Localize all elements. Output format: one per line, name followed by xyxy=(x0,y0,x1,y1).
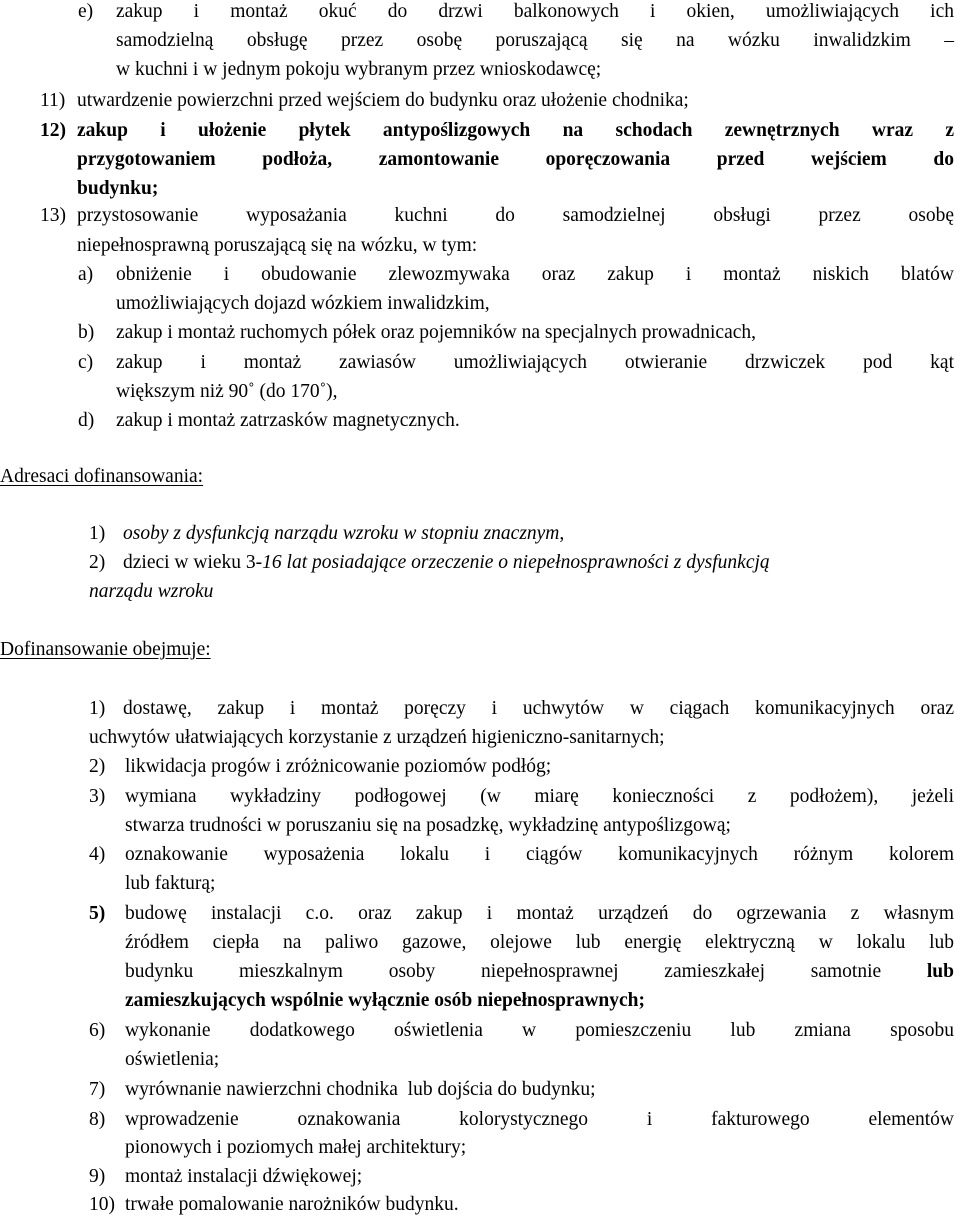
item-text: zakup i ułożenie płytek antypoślizgowych na schodach zewnętrznych wraz z xyxy=(77,120,954,141)
list-item-e xyxy=(0,0,960,27)
dofin-item-4-cont xyxy=(0,869,960,899)
sub-item-a-cont xyxy=(0,289,960,319)
dofin-item-1 xyxy=(0,694,960,724)
dofin-item-3-cont xyxy=(0,811,960,841)
item-text: trwałe pomalowanie narożników budynku. xyxy=(125,1194,459,1215)
item-text: oznakowanie wyposażenia lokalu i ciągów komunikacyjnych różnym kolorem xyxy=(125,844,954,865)
item-label: c) xyxy=(78,352,94,373)
item-text: pionowych i poziomych małej architektury; xyxy=(125,1137,467,1158)
item-text: samodzielną obsługę przez osobę poruszającą się na wózku inwalidzkim – xyxy=(116,30,954,51)
list-item-e-cont xyxy=(0,55,960,85)
item-text: przystosowanie wyposażania kuchni do samodzielnej obsługi przez osobę xyxy=(77,205,954,226)
dofin-item-4 xyxy=(0,840,960,870)
item-text: wprowadzenie oznakowania kolorystycznego i fakturowego elementów xyxy=(125,1109,954,1130)
list-item-13 xyxy=(0,201,960,231)
item-text: wymiana wykładziny podłogowej (w miarę konieczności z podłożem), jeżeli xyxy=(125,786,954,807)
item-text: przygotowaniem podłoża, zamontowanie oporęczowania przed wejściem do xyxy=(77,149,954,170)
list-item-12 xyxy=(0,116,960,146)
sub-item-d xyxy=(0,406,960,436)
item-text: źródłem ciepła na paliwo gazowe, olejowe lub energię elektryczną w lokalu lub xyxy=(125,932,954,953)
sub-item-a xyxy=(0,260,960,290)
item-label: 5) xyxy=(89,903,106,924)
sub-item-b xyxy=(0,318,960,348)
dofin-item-5-cont xyxy=(0,928,960,958)
item-text: umożliwiających dojazd wózkiem inwalidzkim, xyxy=(116,293,490,314)
adresaci-item-1 xyxy=(0,519,960,549)
item-text xyxy=(125,957,954,987)
item-text: utwardzenie powierzchni przed wejściem do budynku oraz ułożenie chodnika; xyxy=(77,90,689,111)
item-label: 4) xyxy=(89,844,106,865)
item-text: budynku; xyxy=(77,178,159,199)
dofin-item-6-cont xyxy=(0,1045,960,1075)
item-text: montaż instalacji dźwiękowej; xyxy=(125,1166,363,1187)
item-text: narządu wzroku xyxy=(89,581,214,602)
item-label: a) xyxy=(78,264,94,285)
item-label: 2) xyxy=(89,552,106,573)
dofin-item-10 xyxy=(0,1190,960,1220)
item-label: 10) xyxy=(89,1194,115,1215)
sub-item-c xyxy=(0,348,960,378)
dofin-item-6 xyxy=(0,1016,960,1046)
item-text: zakup i montaż ruchomych półek oraz pojemników na specjalnych prowadnicach, xyxy=(116,322,757,343)
adresaci-item-2-cont xyxy=(0,577,960,607)
item-label: 1) xyxy=(89,698,106,719)
item-text: budowę instalacji c.o. oraz zakup i montaż urządzeń do ogrzewania z własnym xyxy=(125,903,954,924)
item-text-bold: zamieszkujących wspólnie wyłącznie osób niepełnosprawnych; xyxy=(125,990,646,1011)
list-item-12-cont xyxy=(0,174,960,204)
item-text: niepełnosprawną poruszającą się na wózku, w tym: xyxy=(77,235,478,256)
item-label: b) xyxy=(78,322,95,343)
item-text xyxy=(123,548,770,578)
dofin-item-5 xyxy=(0,899,960,929)
item-text: większym niż 90˚ (do 170˚), xyxy=(116,381,338,402)
item-text: oświetlenia; xyxy=(125,1049,220,1070)
list-item-11 xyxy=(0,86,960,116)
item-label: 3) xyxy=(89,786,106,807)
dofin-item-9 xyxy=(0,1162,960,1192)
item-text: zakup i montaż zawiasów umożliwiających otwieranie drzwiczek pod kąt xyxy=(116,352,954,373)
dofin-item-3 xyxy=(0,782,960,812)
item-label: e) xyxy=(78,1,94,22)
dofin-item-8 xyxy=(0,1105,960,1135)
item-label: 13) xyxy=(40,205,66,226)
item-text: wykonanie dodatkowego oświetlenia w pomieszczeniu lub zmiana sposobu xyxy=(125,1020,954,1041)
list-item-13-cont xyxy=(0,231,960,261)
list-item-e-cont xyxy=(0,26,960,56)
item-label: 7) xyxy=(89,1079,106,1100)
dofin-item-5-cont xyxy=(0,957,960,987)
sub-item-c-cont xyxy=(0,377,960,407)
item-text: zakup i montaż okuć do drzwi balkonowych i okien, umożliwiających ich xyxy=(116,1,954,22)
item-label: 8) xyxy=(89,1109,106,1130)
item-text: wyrównanie nawierzchni chodnika lub dojścia do budynku; xyxy=(125,1079,596,1100)
list-item-12-cont xyxy=(0,145,960,175)
dofin-item-7 xyxy=(0,1075,960,1105)
item-label: 11) xyxy=(40,90,66,111)
item-text: osoby z dysfunkcją narządu wzroku w stopniu znacznym, xyxy=(123,523,565,544)
item-text: obniżenie i obudowanie zlewozmywaka oraz zakup i montaż niskich blatów xyxy=(116,264,954,285)
item-text: stwarza trudności w poruszaniu się na posadzkę, wykładzinę antypoślizgową; xyxy=(125,815,731,836)
item-text: zakup i montaż zatrzasków magnetycznych. xyxy=(116,410,460,431)
item-text: uchwytów ułatwiających korzystanie z urządzeń higieniczno-sanitarnych; xyxy=(89,727,665,748)
item-text: w kuchni i w jednym pokoju wybranym przez wnioskodawcę; xyxy=(116,59,602,80)
item-text: lub fakturą; xyxy=(125,873,216,894)
dofin-item-8-cont xyxy=(0,1133,960,1163)
item-text: dostawę, zakup i montaż poręczy i uchwytów w ciągach komunikacyjnych oraz xyxy=(123,698,954,719)
item-label: d) xyxy=(78,410,95,431)
dofin-item-1-cont xyxy=(0,723,960,753)
dofin-item-2 xyxy=(0,752,960,782)
item-label: 6) xyxy=(89,1020,106,1041)
section-heading-dofinansowanie: Dofinansowanie obejmuje: xyxy=(0,639,211,660)
item-text-plain: dzieci w wieku 3- xyxy=(123,552,263,573)
item-label: 9) xyxy=(89,1166,106,1187)
item-text-plain: budynku mieszkalnym osoby niepełnosprawnej zamieszkałej samotnie xyxy=(125,961,882,982)
item-label: 1) xyxy=(89,523,106,544)
item-text: likwidacja progów i zróżnicowanie poziomów podłóg; xyxy=(125,756,552,777)
item-text-italic: 16 lat posiadające orzeczenie o niepełnosprawności z dysfunkcją xyxy=(262,552,770,573)
item-label: 2) xyxy=(89,756,106,777)
section-heading-adresaci: Adresaci dofinansowania: xyxy=(0,466,204,487)
item-label: 12) xyxy=(40,120,66,141)
adresaci-item-2 xyxy=(0,548,960,578)
item-text-bold: lub xyxy=(926,961,954,982)
dofin-item-5-cont xyxy=(0,986,960,1016)
